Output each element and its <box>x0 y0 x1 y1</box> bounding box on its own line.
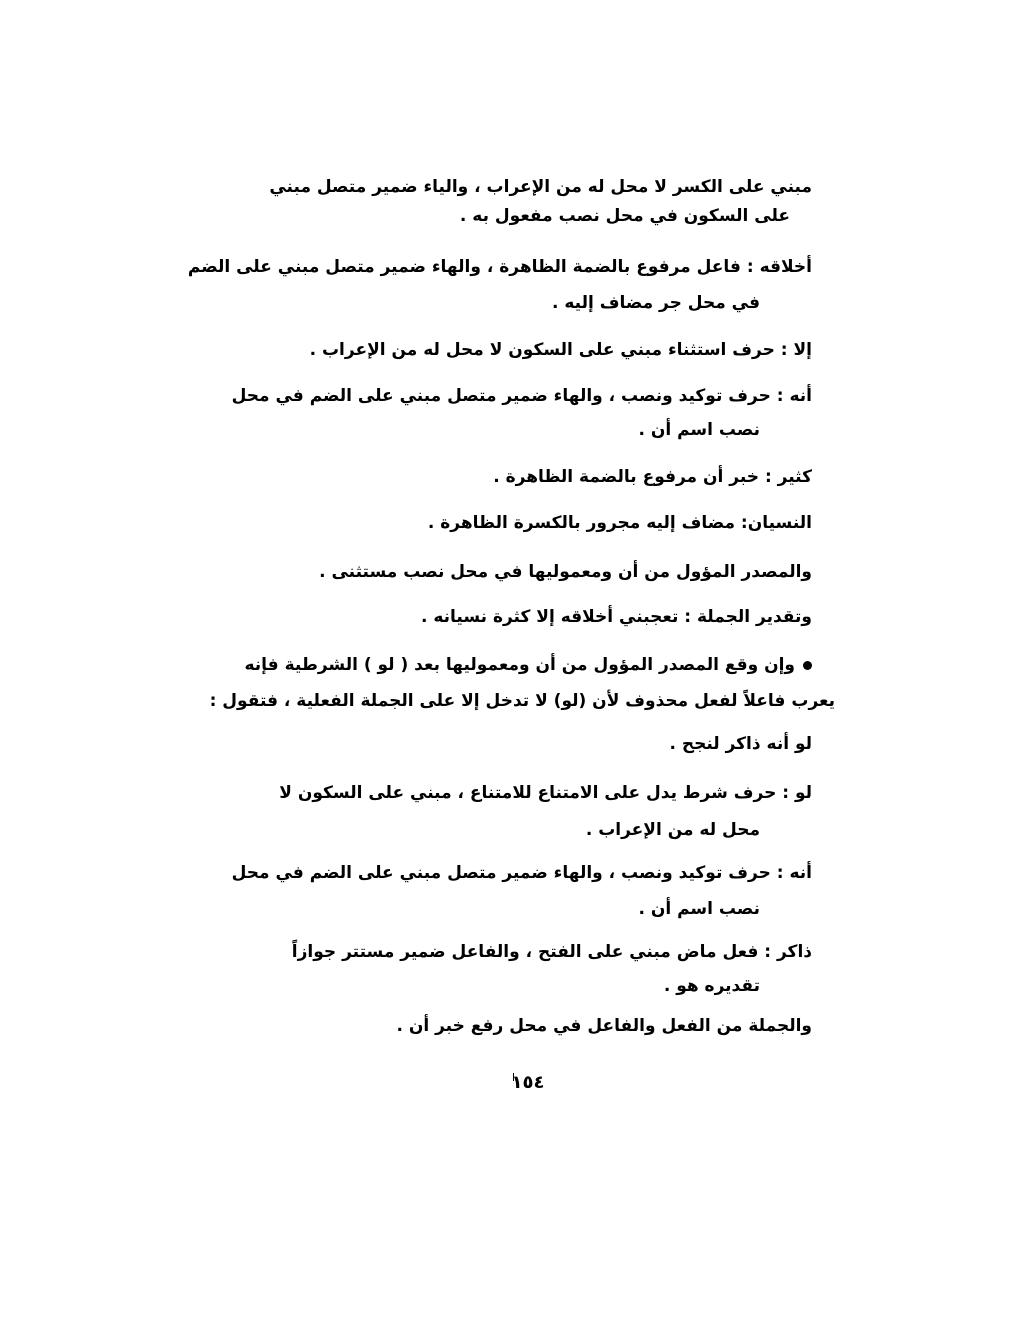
text-line: وإن وقع المصدر المؤول من أن ومعموليها بعد ( لو ) الشرطية فإنه <box>244 655 795 675</box>
text-line: والمصدر المؤول من أن ومعموليها في محل نصب مستثنى . <box>319 562 812 582</box>
text-line: النسيان: مضاف إليه مجرور بالكسرة الظاهرة . <box>427 513 812 533</box>
text-line: نصب اسم أن . <box>638 899 760 919</box>
page-number: ١٥٤ <box>511 1072 545 1093</box>
text-line: يعرب فاعلاً لفعل محذوف لأن (لو) لا تدخل إلا على الجملة الفعلية ، فتقول : <box>209 691 835 711</box>
text-line: والجملة من الفعل والفاعل في محل رفع خبر أن . <box>396 1016 812 1036</box>
text-line: أنه : حرف توكيد ونصب ، والهاء ضمير متصل مبني على الضم في محل <box>231 863 812 883</box>
text-line: في محل جر مضاف إليه . <box>551 293 760 313</box>
text-line: لو أنه ذاكر لنجح . <box>669 734 812 754</box>
text-line: على السكون في محل نصب مفعول به . <box>459 206 790 226</box>
bullet-icon <box>803 661 812 670</box>
text-line: ذاكر : فعل ماض مبني على الفتح ، والفاعل ضمير مستتر جوازاً <box>291 942 812 962</box>
text-line: أنه : حرف توكيد ونصب ، والهاء ضمير متصل مبني على الضم في محل <box>231 386 812 406</box>
text-line: مبني على الكسر لا محل له من الإعراب ، والياء ضمير متصل مبني <box>269 177 812 197</box>
text-line: نصب اسم أن . <box>638 420 760 440</box>
text-line: وتقدير الجملة : تعجبني أخلاقه إلا كثرة نسيانه . <box>420 607 812 627</box>
text-line: أخلاقه : فاعل مرفوع بالضمة الظاهرة ، والهاء ضمير متصل مبني على الضم <box>187 257 812 277</box>
text-line: كثير : خبر أن مرفوع بالضمة الظاهرة . <box>493 467 812 487</box>
text-line: محل له من الإعراب . <box>585 820 760 840</box>
text-line: إلا : حرف استثناء مبني على السكون لا محل له من الإعراب . <box>309 340 812 360</box>
bullet-paragraph <box>244 652 812 678</box>
text-line: تقديره هو . <box>663 976 760 996</box>
text-line: لو : حرف شرط يدل على الامتناع للامتناع ، مبني على السكون لا <box>279 783 812 803</box>
